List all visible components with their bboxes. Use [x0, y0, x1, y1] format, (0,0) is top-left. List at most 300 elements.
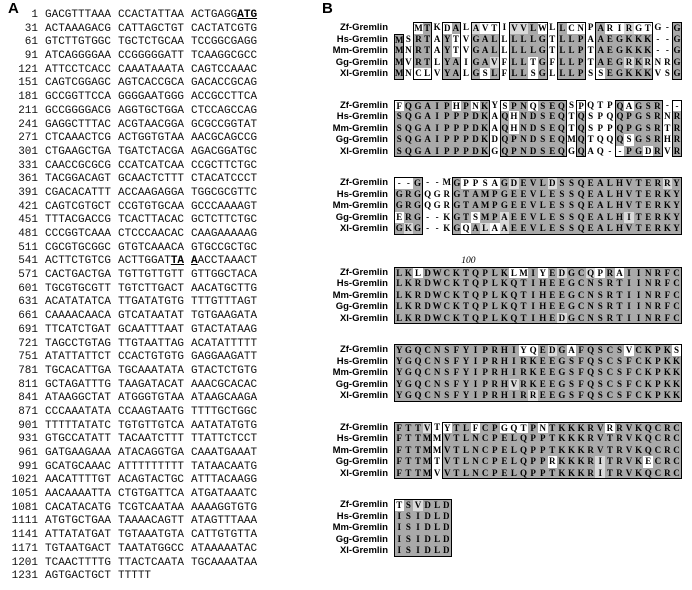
- residue-cell: P: [461, 100, 471, 112]
- residue-cell: E: [539, 367, 546, 377]
- residue-cell: G: [615, 56, 623, 67]
- residue-cell: F: [500, 57, 510, 69]
- dna-base-group: TGATCTACGA: [118, 145, 185, 158]
- residue-cell: [404, 22, 414, 34]
- residue-sequence: [394, 344, 682, 356]
- residue-cell: R: [606, 301, 614, 311]
- residue-cell: Q: [577, 200, 585, 210]
- residue-cell: P: [653, 379, 663, 391]
- residue-cell: K: [663, 378, 671, 389]
- residue-cell: L: [434, 545, 441, 555]
- residue-cell: Q: [644, 433, 652, 443]
- residue-cell: L: [510, 456, 517, 466]
- dna-line-number: 571: [18, 269, 38, 282]
- residue-cell: E: [549, 367, 556, 377]
- residue-cell: R: [405, 200, 412, 210]
- residue-cell: C: [443, 267, 451, 278]
- residue-cell: A: [452, 22, 462, 34]
- residue-cell: G: [567, 145, 575, 156]
- residue-cell: F: [663, 267, 673, 279]
- residue-cell: K: [635, 422, 643, 433]
- residue-cell: G: [414, 111, 422, 121]
- residue-cell: P: [452, 111, 462, 123]
- residue-cell: C: [672, 278, 682, 290]
- residue-sequence: [394, 379, 682, 391]
- residue-cell: N: [644, 278, 652, 288]
- residue-cell: N: [433, 345, 441, 355]
- residue-cell: F: [663, 301, 673, 313]
- residue-cell: N: [587, 278, 594, 288]
- residue-cell: K: [577, 444, 585, 455]
- residue-cell: G: [453, 200, 461, 210]
- dna-line: [6, 461, 264, 475]
- residue-cell: G: [404, 355, 412, 366]
- residue-cell: N: [472, 456, 479, 466]
- residue-cell: T: [635, 200, 642, 210]
- residue-cell: G: [538, 56, 546, 67]
- dna-base-group: GCAATTTAAT: [118, 323, 185, 336]
- residue-cell: A: [595, 34, 605, 46]
- residue-sequence: [394, 212, 682, 224]
- dna-line: [6, 324, 264, 338]
- residue-cell: G: [453, 223, 461, 233]
- residue-cell: Q: [606, 111, 614, 121]
- residue-cell: R: [413, 45, 423, 57]
- residue-cell: H: [615, 223, 623, 233]
- residue-cell: P: [576, 100, 586, 112]
- residue-cell: L: [462, 433, 469, 443]
- residue-cell: T: [452, 34, 462, 46]
- residue-cell: D: [442, 545, 452, 557]
- residue-cell: L: [520, 68, 527, 78]
- residue-cell: Q: [414, 355, 422, 366]
- residue-cell: T: [405, 433, 412, 443]
- residue-cell: V: [664, 145, 671, 156]
- residue-cell: Q: [644, 467, 652, 478]
- alignment-row: [330, 534, 682, 546]
- residue-cell: S: [528, 68, 538, 80]
- dna-line: [6, 9, 264, 23]
- residue-cell: A: [424, 111, 431, 121]
- residue-cell: C: [481, 444, 489, 455]
- dna-line-number: 871: [18, 405, 38, 418]
- dna-base-group: GCTAGATTTG: [45, 378, 112, 391]
- residue-cell: Q: [424, 200, 432, 210]
- residue-cell: P: [624, 111, 634, 123]
- residue-cell: N: [520, 122, 527, 133]
- residue-cell: G: [395, 188, 403, 199]
- dna-base-group: ATAAAAATAC: [191, 542, 258, 555]
- residue-cell: Q: [557, 122, 565, 133]
- dna-line: [6, 269, 264, 283]
- species-label: Mm-Gremlin: [332, 289, 388, 301]
- residue-cell: R: [616, 456, 623, 466]
- residue-cell: I: [528, 301, 538, 313]
- dna-base-group: GTGCCATATT: [45, 433, 112, 446]
- residue-cell: M: [480, 211, 490, 222]
- residue-cell: Q: [529, 345, 537, 355]
- residue-cell: A: [424, 134, 431, 144]
- residue-cell: R: [443, 188, 451, 199]
- residue-cell: T: [452, 45, 462, 57]
- dna-base-group: TACAATCTTT: [118, 433, 185, 446]
- dna-line-number: 1171: [11, 542, 38, 555]
- residue-cell: K: [644, 355, 652, 366]
- residue-cell: C: [577, 289, 585, 300]
- alignment-row: [330, 344, 682, 356]
- residue-cell: P: [538, 468, 548, 480]
- dna-base-group: TACGGACAGT: [45, 173, 112, 186]
- residue-cell: I: [615, 22, 625, 34]
- dna-line: [6, 420, 264, 434]
- dna-line: [6, 77, 264, 91]
- residue-cell: D: [472, 134, 479, 144]
- residue-cell: I: [624, 278, 634, 290]
- residue-cell: P: [461, 123, 471, 135]
- residue-cell: R: [405, 188, 412, 199]
- residue-cell: A: [597, 188, 604, 199]
- residue-cell: D: [424, 522, 431, 532]
- residue-cell: L: [606, 223, 613, 233]
- residue-cell: K: [635, 467, 643, 478]
- dna-line-number: 391: [18, 186, 38, 199]
- residue-sequence: [394, 200, 682, 212]
- residue-cell: G: [472, 68, 480, 78]
- alignment-row: [330, 111, 682, 123]
- residue-cell: K: [663, 188, 671, 199]
- residue-cell: E: [587, 200, 594, 210]
- residue-cell: L: [491, 278, 498, 288]
- residue-cell: S: [404, 34, 414, 46]
- residue-cell: T: [423, 22, 433, 34]
- residue-sequence: [394, 22, 682, 34]
- residue-cell: G: [414, 100, 422, 111]
- dna-base-group: CCGGGGGATT: [118, 50, 185, 63]
- residue-cell: L: [462, 422, 469, 433]
- residue-cell: M: [422, 433, 432, 443]
- dna-base-group: CACTATCGTG: [191, 22, 258, 35]
- dna-base-group: GCTCTTCTGC: [191, 214, 258, 227]
- residue-cell: -: [432, 212, 442, 224]
- dna-line: [6, 283, 264, 297]
- residue-cell: V: [442, 468, 452, 480]
- alignment-row: [330, 212, 682, 224]
- residue-cell: C: [654, 456, 662, 466]
- residue-cell: K: [644, 345, 652, 355]
- residue-cell: T: [405, 422, 412, 433]
- dna-line-number: 301: [18, 145, 38, 158]
- residue-cell: L: [501, 45, 508, 55]
- residue-cell: L: [462, 68, 469, 78]
- residue-cell: N: [472, 100, 479, 111]
- residue-cell: K: [635, 456, 643, 466]
- residue-cell: I: [509, 344, 519, 356]
- residue-cell: P: [605, 100, 615, 112]
- species-label: Zf-Gremlin: [339, 99, 388, 111]
- residue-cell: V: [510, 378, 518, 389]
- dna-base-group: TGCACATTGA: [45, 364, 112, 377]
- residue-cell: R: [664, 433, 671, 443]
- residue-cell: R: [673, 145, 681, 156]
- residue-sequence: [394, 123, 682, 135]
- residue-cell: R: [625, 23, 633, 33]
- residue-cell: P: [624, 146, 634, 158]
- residue-cell: R: [653, 123, 663, 135]
- residue-cell: S: [394, 123, 404, 135]
- residue-cell: L: [549, 22, 556, 32]
- dna-base-group: ATGTGCTGAA: [45, 515, 112, 528]
- dna-base-group: CTCCCAACAC: [118, 228, 185, 240]
- dna-line-number: 1051: [11, 488, 38, 501]
- alignment-row: [330, 313, 682, 325]
- residue-cell: Q: [577, 211, 585, 222]
- dna-line-number: 931: [18, 433, 38, 446]
- alignment-row: [330, 68, 682, 80]
- residue-cell: Q: [501, 111, 509, 121]
- residue-cell: G: [472, 45, 480, 55]
- residue-cell: L: [557, 34, 567, 46]
- residue-cell: L: [482, 223, 489, 233]
- residue-cell: D: [558, 267, 566, 278]
- residue-cell: G: [433, 200, 441, 210]
- residue-cell: R: [606, 278, 614, 288]
- residue-cell: S: [643, 123, 653, 135]
- dna-line-number: 31: [24, 22, 38, 35]
- residue-cell: Y: [442, 68, 452, 80]
- residue-cell: K: [663, 355, 671, 366]
- residue-cell: L: [530, 33, 537, 44]
- residue-cell: T: [423, 57, 433, 69]
- dna-line-number: 841: [18, 392, 38, 405]
- residue-cell: N: [520, 111, 527, 121]
- residue-cell: P: [490, 445, 500, 457]
- residue-cell: C: [443, 289, 451, 300]
- residue-cell: Q: [587, 367, 595, 377]
- residue-cell: C: [654, 444, 662, 455]
- residue-cell: I: [394, 511, 404, 523]
- residue-cell: E: [510, 188, 517, 199]
- alignment-row: [330, 200, 682, 212]
- dna-base-group: AAAAGGTGTG: [191, 501, 258, 514]
- dna-line-number: 181: [18, 91, 38, 104]
- residue-cell: I: [413, 534, 423, 546]
- residue-cell: C: [672, 445, 682, 457]
- dna-line: [6, 296, 264, 310]
- residue-cell: R: [414, 289, 422, 300]
- residue-cell: G: [567, 267, 575, 278]
- dna-line-number: 1: [31, 9, 38, 21]
- residue-cell: E: [539, 355, 546, 366]
- dna-line-number: 481: [18, 228, 38, 240]
- residue-cell: P: [461, 111, 471, 123]
- residue-cell: P: [576, 57, 586, 69]
- residue-cell: K: [577, 467, 585, 478]
- dna-base-group: TATAACAATG: [191, 460, 258, 473]
- residue-cell: Q: [472, 289, 480, 300]
- residue-cell: D: [529, 145, 537, 156]
- residue-cell: T: [635, 223, 642, 233]
- residue-cell: L: [490, 34, 500, 46]
- residue-cell: H: [615, 200, 623, 210]
- residue-cell: R: [520, 378, 527, 389]
- residue-cell: Q: [587, 390, 595, 400]
- residue-cell: L: [394, 278, 404, 290]
- alignment-row: [330, 45, 682, 57]
- residue-cell: T: [520, 422, 527, 433]
- residue-cell: N: [644, 289, 652, 300]
- alignment-row: [330, 146, 682, 158]
- residue-cell: M: [567, 134, 576, 144]
- residue-cell: M: [395, 56, 404, 67]
- residue-cell: C: [635, 345, 642, 355]
- residue-cell: Y: [462, 345, 470, 355]
- residue-cell: P: [461, 177, 471, 189]
- residue-cell: E: [549, 301, 556, 311]
- dna-base-group: ATAAGCAAGA: [191, 392, 258, 405]
- dna-base-group: TGCTCTGCAA: [118, 36, 185, 49]
- residue-cell: R: [654, 200, 662, 210]
- residue-cell: Q: [472, 267, 480, 278]
- residue-sequence: [394, 445, 682, 457]
- residue-cell: G: [673, 23, 681, 33]
- residue-cell: -: [653, 45, 663, 57]
- dna-line-number: 1231: [11, 570, 38, 583]
- residue-cell: S: [595, 278, 605, 290]
- dna-base-group: AATATATGTG: [191, 419, 258, 432]
- residue-cell: F: [452, 367, 462, 379]
- residue-cell: S: [538, 123, 548, 135]
- residue-cell: Q: [577, 188, 585, 199]
- dna-line: [6, 23, 264, 37]
- residue-cell: F: [576, 367, 586, 379]
- residue-cell: D: [442, 522, 452, 534]
- residue-cell: S: [595, 301, 605, 313]
- dna-base-group: GTGTCAAACA: [118, 241, 185, 254]
- residue-cell: Q: [557, 145, 565, 156]
- residue-cell: G: [453, 211, 461, 222]
- residue-cell: S: [567, 212, 577, 224]
- residue-cell: M: [422, 444, 432, 455]
- residue-cell: E: [587, 178, 594, 188]
- residue-cell: M: [442, 177, 452, 187]
- residue-cell: -: [663, 22, 673, 34]
- residue-cell: Q: [577, 145, 585, 156]
- residue-cell: E: [549, 122, 556, 133]
- residue-sequence: [394, 390, 682, 402]
- residue-cell: K: [558, 422, 566, 433]
- residue-cell: K: [673, 355, 681, 366]
- residue-cell: R: [643, 57, 653, 69]
- residue-sequence: [394, 313, 682, 325]
- residue-cell: K: [558, 433, 566, 443]
- residue-cell: S: [557, 200, 567, 212]
- residue-cell: Q: [414, 378, 422, 389]
- dna-base-group: TTTACGACCG: [45, 214, 112, 227]
- dna-base-group: CCACTGTGTG: [118, 351, 185, 364]
- dna-base-group: GATGAAGAAA: [45, 447, 112, 459]
- residue-cell: P: [528, 433, 538, 445]
- residue-cell: L: [491, 301, 498, 311]
- residue-cell: A: [597, 200, 604, 210]
- residue-cell: L: [394, 313, 404, 325]
- residue-cell: K: [481, 122, 489, 133]
- residue-cell: G: [414, 122, 422, 133]
- residue-cell: H: [510, 122, 518, 133]
- residue-cell: Q: [577, 134, 585, 144]
- dna-line: [6, 214, 264, 228]
- residue-cell: D: [644, 145, 652, 156]
- dna-base-group: TTCATCTGAT: [45, 323, 112, 336]
- residue-cell: G: [472, 56, 480, 67]
- residue-cell: S: [538, 146, 548, 158]
- dna-line: [6, 91, 264, 105]
- residue-cell: D: [549, 345, 556, 355]
- dna-base-group: ACGTAACGGA: [118, 118, 185, 131]
- residue-cell: R: [616, 444, 623, 455]
- residue-cell: T: [616, 301, 623, 311]
- residue-cell: G: [567, 301, 575, 311]
- residue-cell: K: [404, 312, 412, 323]
- residue-cell: I: [461, 57, 471, 69]
- residue-cell: S: [567, 356, 577, 368]
- residue-cell: K: [404, 267, 412, 278]
- dna-base-group: CGACACATTT: [45, 186, 112, 199]
- residue-cell: E: [587, 188, 594, 199]
- residue-cell: R: [520, 367, 527, 377]
- residue-cell: T: [462, 200, 469, 210]
- dna-line-number: 1081: [11, 501, 38, 514]
- residue-cell: T: [568, 111, 575, 121]
- dna-base-group: GCCCAAAAGT: [191, 200, 258, 213]
- residue-cell: K: [558, 467, 566, 478]
- residue-cell: T: [462, 312, 469, 323]
- residue-cell: V: [490, 57, 500, 69]
- residue-cell: L: [557, 22, 567, 34]
- residue-cell: I: [413, 545, 423, 557]
- residue-cell: T: [453, 422, 460, 433]
- residue-cell: E: [520, 211, 527, 222]
- dna-base-group: TAATATGGCC: [118, 542, 185, 555]
- residue-cell: L: [568, 33, 575, 44]
- residue-cell: C: [577, 278, 585, 288]
- residue-cell: G: [635, 111, 643, 121]
- residue-cell: K: [625, 33, 633, 44]
- residue-cell: I: [394, 534, 404, 546]
- residue-cell: I: [528, 313, 538, 325]
- species-label: Hs-Gremlin: [336, 510, 388, 522]
- residue-cell: Y: [442, 422, 452, 434]
- dna-line: [6, 406, 264, 420]
- residue-cell: P: [509, 100, 519, 112]
- residue-cell: F: [452, 344, 462, 356]
- residue-cell: Q: [510, 422, 518, 433]
- dna-base-group: CAAATAAATA: [118, 63, 185, 76]
- residue-cell: V: [625, 433, 633, 443]
- dna-line-number: 631: [18, 296, 38, 309]
- residue-cell: E: [549, 378, 556, 389]
- residue-cell: R: [414, 301, 422, 311]
- residue-cell: Q: [557, 134, 565, 144]
- residue-cell: T: [568, 122, 575, 133]
- residue-cell: P: [480, 379, 490, 391]
- residue-cell: -: [663, 34, 673, 46]
- residue-cell: D: [529, 111, 537, 121]
- residue-cell: V: [520, 23, 527, 33]
- residue-sequence: [394, 146, 682, 158]
- residue-sequence: [394, 456, 682, 468]
- residue-cell: L: [510, 433, 517, 443]
- residue-cell: I: [471, 367, 481, 379]
